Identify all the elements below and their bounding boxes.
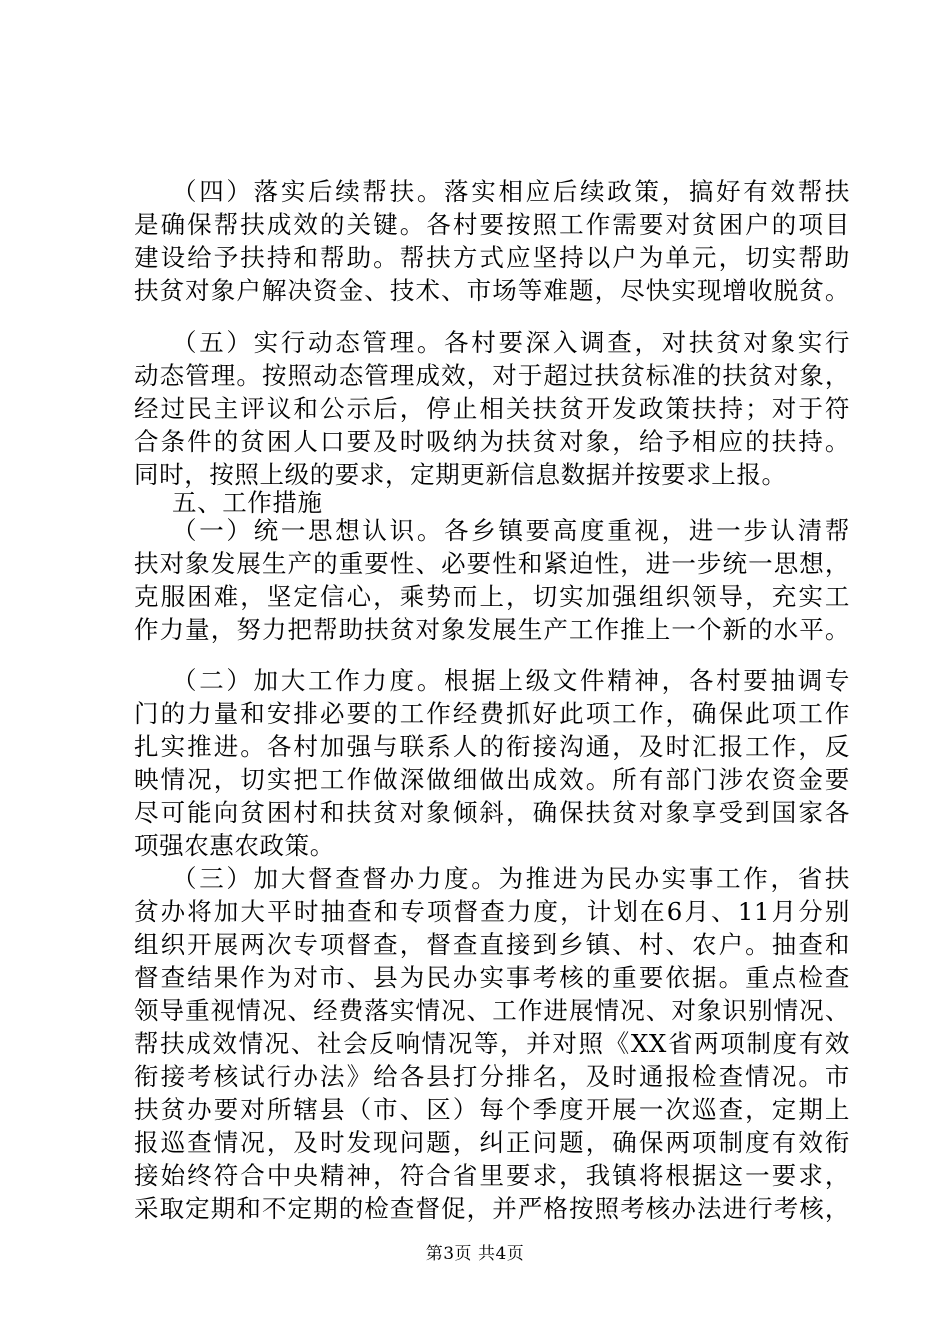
text-line: 映情况，切实把工作做深做细做出成效。所有部门涉农资金要 [134, 765, 850, 794]
text-line: 组织开展两次专项督查，督查直接到乡镇、村、农户。抽查和 [134, 930, 850, 959]
text-line: 动态管理。按照动态管理成效，对于超过扶贫标准的扶贫对象， [134, 361, 850, 390]
text-line: 领导重视情况、经费落实情况、工作进展情况、对象识别情况、 [134, 996, 850, 1025]
text-line: 扎实推进。各村加强与联系人的衔接沟通，及时汇报工作，反 [134, 732, 850, 761]
text-line: 贫办将加大平时抽查和专项督查力度，计划在6月、11月分别 [134, 897, 850, 926]
text-line: 衔接考核试行办法》给各县打分排名，及时通报检查情况。市 [134, 1062, 850, 1091]
text-line: （二）加大工作力度。根据上级文件精神，各村要抽调专 [172, 666, 850, 695]
text-line: 扶对象发展生产的重要性、必要性和紧迫性，进一步统一思想， [134, 549, 850, 578]
text-line: 合条件的贫困人口要及时吸纳为扶贫对象，给予相应的扶持。 [134, 427, 850, 456]
text-line: 同时，按照上级的要求，定期更新信息数据并按要求上报。 [134, 460, 787, 489]
text-line: 项强农惠农政策。 [134, 831, 335, 860]
text-line: 经过民主评议和公示后，停止相关扶贫开发政策扶持；对于符 [134, 394, 850, 423]
text-line: （三）加大督查督办力度。为推进为民办实事工作，省扶 [172, 864, 850, 893]
text-line: 报巡查情况，及时发现问题，纠正问题，确保两项制度有效衔 [134, 1128, 850, 1157]
text-line: 尽可能向贫困村和扶贫对象倾斜，确保扶贫对象享受到国家各 [134, 798, 850, 827]
text-line: 扶贫对象户解决资金、技术、市场等难题，尽快实现增收脱贫。 [134, 276, 850, 305]
text-line: 接始终符合中央精神，符合省里要求，我镇将根据这一要求， [134, 1161, 850, 1190]
text-line: （四）落实后续帮扶。落实相应后续政策，搞好有效帮扶 [172, 177, 850, 206]
text-line: 扶贫办要对所辖县（市、区）每个季度开展一次巡查，定期上 [134, 1095, 850, 1124]
text-line: 建设给予扶持和帮助。帮扶方式应坚持以户为单元，切实帮助 [134, 243, 850, 272]
text-line: （五）实行动态管理。各村要深入调查，对扶贫对象实行 [172, 328, 850, 357]
text-line: 作力量，努力把帮助扶贫对象发展生产工作推上一个新的水平。 [134, 615, 850, 644]
text-line: 帮扶成效情况、社会反响情况等，并对照《XX省两项制度有效 [134, 1029, 850, 1058]
text-line: （一）统一思想认识。各乡镇要高度重视，进一步认清帮 [172, 516, 850, 545]
text-line: 门的力量和安排必要的工作经费抓好此项工作，确保此项工作 [134, 699, 850, 728]
page-footer: 第3页 共4页 [425, 1244, 525, 1264]
text-line: 采取定期和不定期的检查督促，并严格按照考核办法进行考核， [134, 1194, 850, 1223]
text-line: 督查结果作为对市、县为民办实事考核的重要依据。重点检查 [134, 963, 850, 992]
section-heading: 五、工作措施 [172, 488, 323, 517]
text-line: 是确保帮扶成效的关键。各村要按照工作需要对贫困户的项目 [134, 210, 850, 239]
text-line: 克服困难，坚定信心，乘势而上，切实加强组织领导，充实工 [134, 582, 850, 611]
